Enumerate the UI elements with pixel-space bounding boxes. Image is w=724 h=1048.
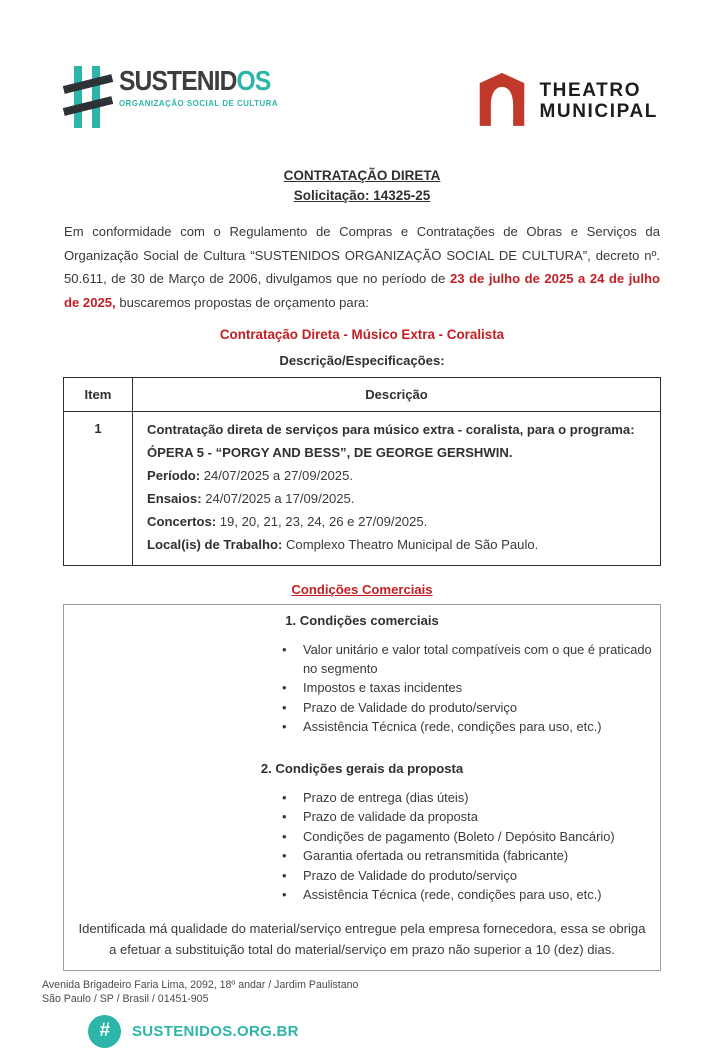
field-ensaios: Ensaios: 24/07/2025 a 17/09/2025. (147, 491, 355, 506)
list-item: • Impostos e taxas incidentes (280, 679, 655, 698)
item-description (133, 412, 661, 566)
footer-address (42, 978, 724, 1007)
section2-title: 2. Condições gerais da proposta (260, 760, 464, 776)
list-item: • Assistência Técnica (rede, condições para uso, etc.) (280, 886, 655, 905)
list-item: • Valor unitário e valor total compatíveis com o que é praticado no segmento (280, 641, 655, 678)
section1-list (280, 641, 660, 737)
sustenidos-wordmark: SUSTENIDOS (119, 65, 271, 96)
field-periodo: Período: 24/07/2025 a 27/09/2025. (147, 468, 354, 483)
item-number: 1 (64, 412, 133, 566)
intro-date-range: 23 de julho de 2025 a 24 de julho de 2025, (64, 271, 660, 310)
list-item: • Condições de pagamento (Boleto / Depósito Bancário) (280, 828, 655, 847)
field-local: Local(is) de Trabalho: Complexo Theatro Municipal de São Paulo. (147, 537, 539, 552)
spec-table (63, 377, 661, 566)
theatro-wordmark: THEATRO MUNICIPAL (539, 79, 658, 122)
field-concertos: Concertos: 19, 20, 21, 23, 24, 26 e 27/09/2025. (147, 514, 428, 529)
intro-text-after: buscaremos propostas de orçamento para: (115, 294, 369, 310)
arch-icon (476, 69, 528, 132)
quality-note: Identificada má qualidade do material/serviço entregue pela empresa fornecedora, essa se obriga a efetuar a substituição total do material/serviço em prazo não superior a 10 (dez) dias. (78, 920, 646, 957)
address-line1: Avenida Brigadeiro Faria Lima, 2092, 18º andar / Jardim Paulistano (42, 978, 359, 991)
hash-icon (66, 66, 110, 133)
title-line1: CONTRATAÇÃO DIRETA (283, 168, 441, 183)
footer-brand (88, 1015, 724, 1048)
document-title (0, 166, 724, 206)
list-item: • Prazo de Validade do produto/serviço (280, 867, 655, 886)
sustenidos-logo-text (119, 66, 291, 108)
intro-text-before: Em conformidade com o Regulamento de Compras e Contratações de Obras e Serviços da Organização Social de Cultura “SUSTENIDOS ORGANIZAÇÃO SOCIAL DE CULTURA”, decreto nº. 50.611, de 30 de Março de 2006, divulgamos que no período de (64, 224, 660, 286)
sustenidos-tagline: ORGANIZAÇÃO SOCIAL DE CULTURA (119, 99, 279, 108)
table-row (64, 412, 661, 566)
list-item: • Garantia ofertada ou retransmitida (fabricante) (280, 847, 655, 866)
table-header-row (64, 378, 661, 412)
list-item: • Prazo de entrega (dias úteis) (280, 789, 655, 808)
list-item: • Assistência Técnica (rede, condições para uso, etc.) (280, 718, 655, 737)
hash-circle-icon: # (88, 1015, 121, 1048)
subject-heading: Contratação Direta - Músico Extra - Coralista (219, 327, 505, 342)
description-main: Contratação direta de serviços para músico extra - coralista, para o programa: ÓPERA 5 - “PORGY AND BESS”, DE GEORGE GERSHWIN. (147, 422, 635, 460)
list-item: • Prazo de Validade do produto/serviço (280, 699, 655, 718)
title-line2: Solicitação: 14325-25 (293, 188, 431, 203)
intro-paragraph (64, 220, 660, 314)
commercial-conditions-box (63, 604, 661, 971)
address-line2: São Paulo / SP / Brasil / 01451-905 (42, 993, 209, 1005)
footer-site-url: SUSTENIDOS.ORG.BR (132, 1022, 299, 1040)
section1-title: 1. Condições comerciais (285, 613, 439, 628)
sustenidos-logo (66, 66, 291, 133)
theatro-municipal-logo (476, 69, 658, 132)
commercial-conditions-heading: Condições Comerciais (291, 582, 433, 597)
list-item: • Prazo de validade da proposta (280, 808, 655, 827)
table-header-descricao: Descrição (133, 378, 661, 412)
table-header-item: Item (64, 378, 133, 412)
header (0, 0, 724, 133)
spec-heading: Descrição/Especificações: (279, 353, 445, 368)
section2-list (280, 789, 660, 905)
